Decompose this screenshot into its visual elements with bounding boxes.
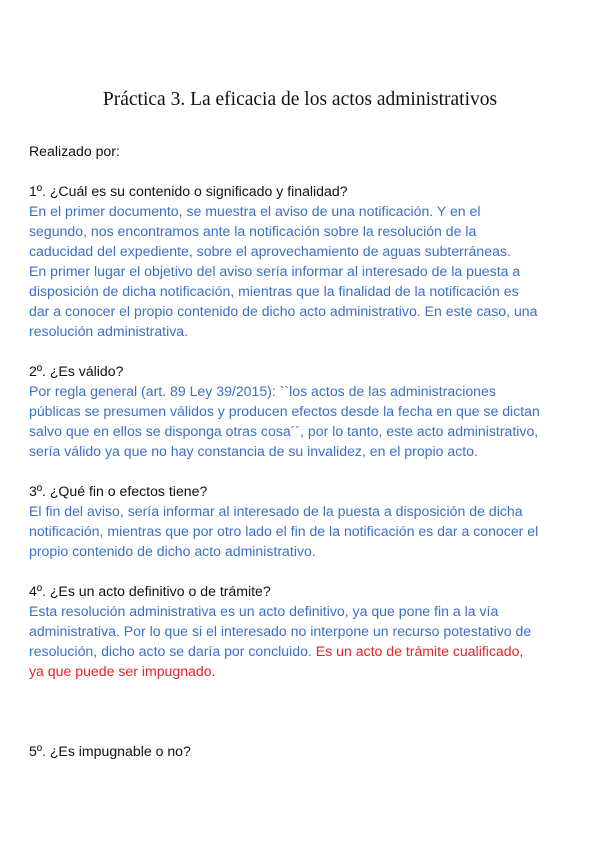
question-4-answer-line: Esta resolución administrativa es un acto definitivo, ya que pone fin a la vía	[29, 603, 499, 619]
question-2-answer-line: públicas se presumen válidos y producen efectos desde la fecha en que se dictan	[29, 403, 540, 419]
document-body	[29, 141, 581, 761]
author-label: Realizado por:	[29, 143, 120, 159]
question-1-answer-line: dar a conocer el propio contenido de dicho acto administrativo. En este caso, una	[29, 303, 538, 319]
question-4-answer-text: resolución, dicho acto se daría por concluido.	[29, 643, 316, 659]
spacer	[29, 341, 581, 361]
question-2-heading: 2º. ¿Es válido?	[29, 363, 124, 379]
question-3-heading: 3º. ¿Qué fin o efectos tiene?	[29, 483, 208, 499]
spacer	[29, 561, 581, 581]
question-1-answer-line: segundo, nos encontramos ante la notificación sobre la resolución de la	[29, 223, 477, 239]
question-1-answer-line: disposición de dicha notificación, mientras que la finalidad de la notificación es	[29, 283, 519, 299]
spacer	[29, 161, 581, 181]
question-3-answer-line: El fin del aviso, sería informar al interesado de la puesta a disposición de dicha	[29, 503, 523, 519]
page-title: Práctica 3. La eficacia de los actos administrativos	[102, 89, 498, 110]
question-2-answer-line: salvo que en ellos se disponga otras cosa´´, por lo tanto, este acto administrativo,	[29, 423, 539, 439]
question-4-highlight-text: Es un acto de trámite cualificado,	[315, 643, 524, 659]
question-1-heading: 1º. ¿Cuál es su contenido o significado y finalidad?	[29, 183, 348, 199]
question-4-answer-line: administrativa. Por lo que si el interesado no interpone un recurso potestativo de	[29, 623, 532, 639]
question-1-answer-line: En el primer documento, se muestra el aviso de una notificación. Y en el	[29, 203, 481, 219]
spacer	[29, 461, 581, 481]
question-1-answer-line: caducidad del expediente, sobre el aprovechamiento de aguas subterráneas.	[29, 243, 511, 259]
question-4-highlight-line: ya que puede ser impugnado.	[29, 663, 216, 679]
question-4-heading: 4º. ¿Es un acto definitivo o de trámite?	[29, 583, 271, 599]
spacer	[29, 681, 581, 741]
question-3-answer-line: notificación, mientras que por otro lado el fin de la notificación es dar a conocer el	[29, 523, 539, 539]
question-1-answer-line: resolución administrativa.	[29, 323, 189, 339]
question-5-heading: 5º. ¿Es impugnable o no?	[29, 743, 191, 759]
question-3-answer-line: propio contenido de dicho acto administrativo.	[29, 543, 316, 559]
question-1-answer-line: En primer lugar el objetivo del aviso sería informar al interesado de la puesta a	[29, 263, 521, 279]
question-2-answer-line: Por regla general (art. 89 Ley 39/2015): ``los actos de las administraciones	[29, 383, 496, 399]
question-2-answer-line: sería válido ya que no hay constancia de su invalidez, en el propio acto.	[29, 443, 478, 459]
question-4-answer-line	[29, 641, 581, 661]
